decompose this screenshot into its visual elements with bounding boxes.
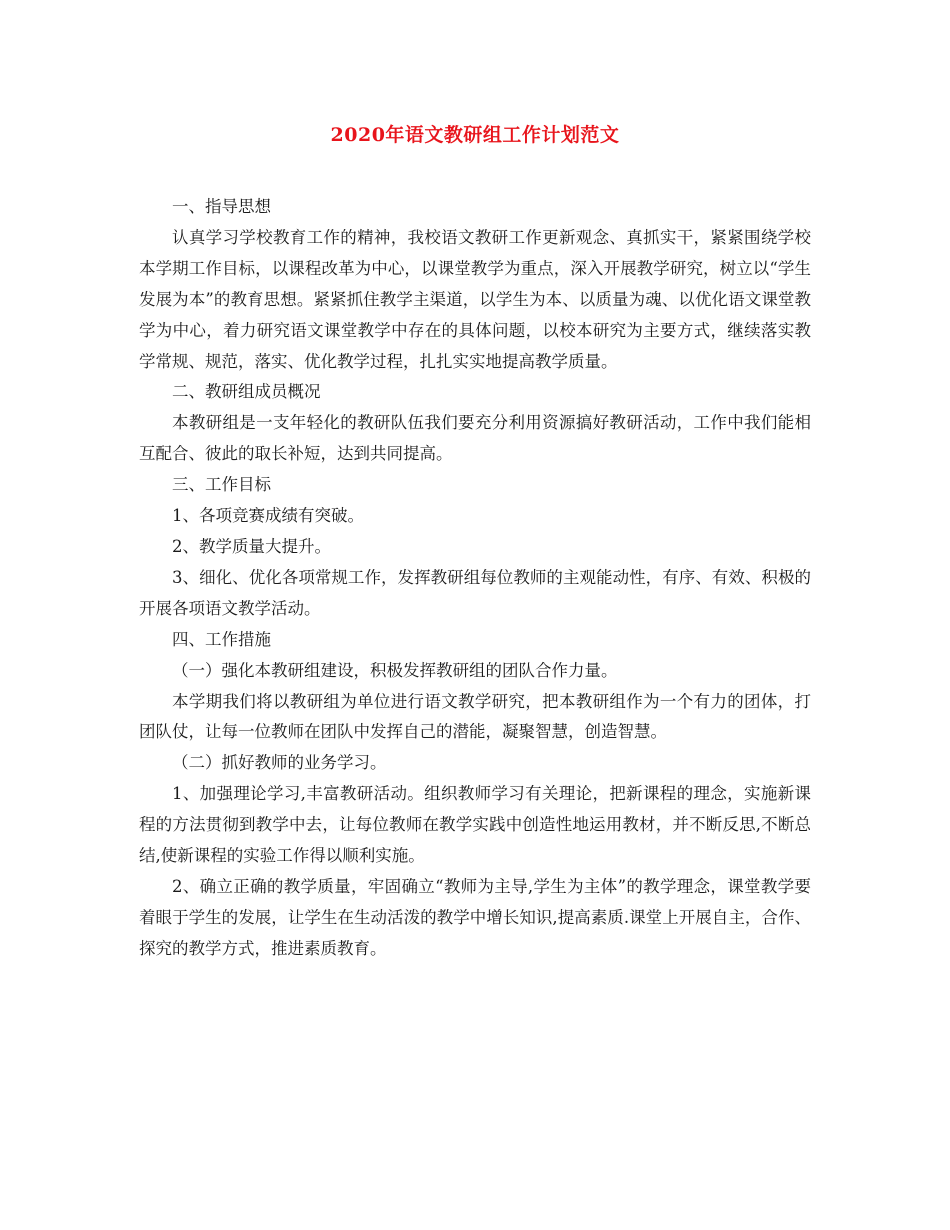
goal-item-3: 3、细化、优化各项常规工作，发挥教研组每位教师的主观能动性，有序、有效、积极的开展各项语文教学活动。 [139, 567, 811, 618]
heading-guiding-ideology: 一、指导思想 [172, 197, 271, 216]
document-body [139, 192, 811, 965]
measure-2-item-1: 1、加强理论学习,丰富教研活动。组织教师学习有关理论，把新课程的理念，实施新课程的方法贯彻到教学中去，让每位教师在教学实践中创造性地运用教材，并不断反思,不断总结,使新课程的实验工作得以顺利实施。 [139, 784, 811, 866]
measure-2-item-2: 2、确立正确的教学质量，牢固确立“教师为主导,学生为主体”的教学理念，课堂教学要着眼于学生的发展，让学生在生动活泼的教学中增长知识,提高素质.课堂上开展自主，合作、探究的教学方式，推进素质教育。 [139, 876, 811, 958]
heading-work-measures: 四、工作措施 [172, 629, 271, 649]
heading-group-members: 二、教研组成员概况 [172, 382, 321, 402]
paragraph-group-members: 本教研组是一支年轻化的教研队伍我们要充分利用资源搞好教研活动，工作中我们能相互配合、彼此的取长补短，达到共同提高。 [139, 413, 811, 464]
goal-item-2: 2、教学质量大提升。 [172, 536, 331, 556]
document-title: 2020年语文教研组工作计划范文 [330, 124, 620, 146]
paragraph-guiding-ideology: 认真学习学校教育工作的精神，我校语文教研工作更新观念、真抓实干，紧紧围绕学校本学期工作目标，以课程改革为中心，以课堂教学为重点，深入开展教学研究，树立以“学生发展为本”的教育思想。紧紧抓住教学主渠道，以学生为本、以质量为魂、以优化语文课堂教学为中心，着力研究语文课堂教学中存在的具体问题，以校本研究为主要方式，继续落实教学常规、规范，落实、优化教学过程，扎扎实实地提高教学质量。 [139, 227, 811, 371]
paragraph-measure-1: 本学期我们将以教研组为单位进行语文教学研究，把本教研组作为一个有力的团体，打团队仗，让每一位教师在团队中发挥自己的潜能，凝聚智慧，创造智慧。 [139, 691, 811, 742]
heading-work-goals: 三、工作目标 [172, 475, 271, 495]
subheading-measure-2: （二）抓好教师的业务学习。 [172, 753, 387, 773]
subheading-measure-1: （一）强化本教研组建设，积极发挥教研组的团队合作力量。 [172, 660, 618, 680]
goal-item-1: 1、各项竞赛成绩有突破。 [172, 506, 364, 526]
